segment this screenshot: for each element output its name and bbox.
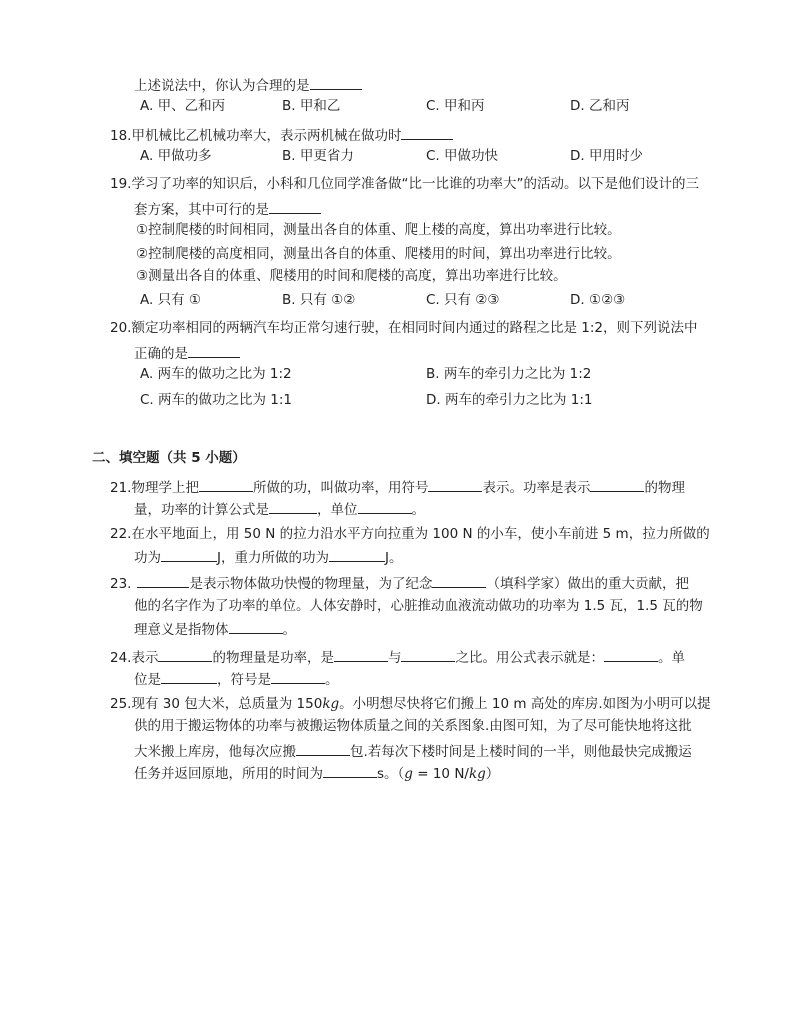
question-text: 之比。用公式表示就是： (455, 650, 604, 666)
option-a: A. 两车的做功之比为 1:2 (140, 366, 292, 382)
unit-kg: kg (322, 696, 340, 712)
question-23 (110, 572, 689, 592)
answer-blank[interactable] (161, 668, 217, 684)
prev-question-text: 上述说法中，你认为合理的是 (134, 78, 310, 94)
answer-blank[interactable] (590, 476, 644, 492)
answer-blank[interactable] (401, 646, 455, 662)
question-text: ） (485, 766, 500, 782)
question-text: 表示。功率是表示 (482, 480, 591, 496)
plan-2: ②控制爬楼的高度相同，测量出各自的体重、爬楼用的时间，算出功率进行比较。 (136, 246, 621, 262)
question-24 (110, 646, 685, 666)
question-21-line2 (134, 498, 425, 518)
plan-3: ③测量出各自的体重、爬楼用的时间和爬楼的高度，算出功率进行比较。 (136, 268, 567, 284)
answer-blank[interactable] (604, 646, 658, 662)
question-text: 物理学上把 (131, 480, 199, 496)
symbol-g: g (404, 766, 413, 782)
question-text: 与 (387, 650, 402, 666)
question-text: ，单位 (317, 502, 358, 518)
question-text: 量，功率的计算公式是 (134, 502, 269, 518)
question-text: 正确的是 (134, 346, 188, 362)
question-23-line2: 他的名字作为了功率的单位。人体安静时，心脏推动血液流动做功的功率为 1.5 瓦，1.5 瓦的物 (134, 598, 703, 614)
question-text: 是表示物体做功快慢的物理量，为了纪念 (189, 576, 433, 592)
option-a: A. 甲、乙和丙 (140, 98, 226, 114)
option-d: D. 乙和丙 (570, 98, 630, 114)
section-heading: 二、填空题（共 5 小题） (92, 450, 246, 466)
question-25 (110, 694, 711, 714)
answer-blank[interactable] (310, 74, 362, 90)
question-22 (110, 524, 710, 544)
option-b: B. 两车的牵引力之比为 1:2 (426, 366, 592, 382)
question-text: 表示 (131, 650, 159, 666)
option-b: B. 甲更省力 (282, 148, 354, 164)
question-text: J。 (384, 550, 403, 566)
question-number: 25. (110, 696, 132, 712)
question-text: 任务并返回原地，所用的时间为 (134, 766, 323, 782)
option-c: C. 甲做功快 (426, 148, 499, 164)
question-24-line2 (134, 668, 339, 688)
question-text: 位是 (134, 672, 161, 688)
option-d: D. ①②③ (570, 292, 626, 308)
question-number: 24. (110, 650, 132, 666)
answer-blank[interactable] (271, 668, 325, 684)
answer-blank[interactable] (401, 124, 453, 140)
question-number: 18. (110, 128, 132, 144)
question-text: 所做的功，叫做功率，用符号 (252, 480, 429, 496)
question-text: s。（ (377, 766, 405, 782)
question-text: 的物理 (644, 480, 685, 496)
unit-kg: kg (468, 766, 486, 782)
question-text: J，重力所做的功为 (217, 550, 329, 566)
answer-blank[interactable] (188, 342, 240, 358)
question-number: 20. (110, 320, 132, 336)
question-text: 理意义是指物体 (134, 622, 229, 638)
answer-blank[interactable] (161, 546, 217, 562)
question-text: 包.若每次下楼时间是上楼时间的一半，则他最快完成搬运 (350, 744, 692, 760)
answer-blank[interactable] (269, 498, 317, 514)
answer-blank[interactable] (158, 646, 212, 662)
question-21 (110, 476, 685, 496)
option-c: C. 两车的做功之比为 1:1 (140, 392, 293, 408)
question-text: 现有 30 包大米，总质量为 150 (131, 696, 323, 712)
question-text: 在水平地面上，用 50 N 的拉力沿水平方向拉重为 100 N 的小车，使小车前进 5 m，拉力所做的 (131, 526, 710, 542)
option-d: D. 两车的牵引力之比为 1:1 (426, 392, 593, 408)
option-b: B. 甲和乙 (282, 98, 341, 114)
question-25-line2: 供的用于搬运物体的功率与被搬运物体质量之间的关系图象.由图可知，为了尽可能快地将这批 (134, 718, 692, 734)
question-text: = 10 N/ (412, 766, 469, 782)
answer-blank[interactable] (358, 498, 412, 514)
question-text: 功为 (134, 550, 161, 566)
question-text: 的物理量是功率，是 (212, 650, 334, 666)
answer-blank[interactable] (137, 572, 189, 588)
answer-blank[interactable] (269, 198, 321, 214)
question-text: 。 (282, 622, 296, 638)
answer-blank[interactable] (329, 546, 385, 562)
question-text: 套方案，其中可行的是 (134, 202, 269, 218)
question-20 (110, 318, 698, 338)
answer-blank[interactable] (229, 618, 283, 634)
question-19 (110, 174, 699, 194)
question-23-line3 (134, 618, 296, 638)
option-b: B. 只有 ①② (282, 292, 356, 308)
question-number: 23. (110, 576, 132, 592)
answer-blank[interactable] (199, 476, 253, 492)
answer-blank[interactable] (296, 740, 350, 756)
answer-blank[interactable] (432, 572, 486, 588)
question-text: 大米搬上库房，他每次应搬 (134, 744, 296, 760)
answer-blank[interactable] (428, 476, 482, 492)
question-text: 。单 (657, 650, 685, 666)
question-18 (110, 124, 453, 144)
question-text: ，符号是 (217, 672, 271, 688)
question-25-line4 (134, 762, 499, 782)
question-number: 19. (110, 176, 132, 192)
question-text: 。 (411, 502, 425, 518)
question-22-line2 (134, 546, 402, 566)
option-c: C. 只有 ②③ (426, 292, 500, 308)
prev-question-line (134, 74, 362, 94)
question-text: 额定功率相同的两辆汽车均正常匀速行驶，在相同时间内通过的路程之比是 1:2，则下列说法中 (131, 320, 698, 336)
question-text: 甲机械比乙机械功率大，表示两机械在做功时 (131, 128, 402, 144)
question-text: 学习了功率的知识后，小科和几位同学准备做“比一比谁的功率大”的活动。以下是他们设计的三 (131, 176, 699, 192)
question-20-line2 (134, 342, 240, 362)
question-19-line2 (134, 198, 321, 218)
option-a: A. 只有 ① (140, 292, 201, 308)
option-a: A. 甲做功多 (140, 148, 212, 164)
question-text: （填科学家）做出的重大贡献，把 (486, 576, 689, 592)
question-text: 。 (325, 672, 339, 688)
plan-1: ①控制爬楼的时间相同，测量出各自的体重、爬上楼的高度，算出功率进行比较。 (136, 222, 621, 238)
question-25-line3 (134, 740, 692, 760)
question-text: 。小明想尽快将它们搬上 10 m 高处的库房.如图为小明可以提 (339, 696, 711, 712)
answer-blank[interactable] (323, 762, 377, 778)
answer-blank[interactable] (334, 646, 388, 662)
option-d: D. 甲用时少 (570, 148, 643, 164)
option-c: C. 甲和丙 (426, 98, 485, 114)
question-number: 22. (110, 526, 132, 542)
question-number: 21. (110, 480, 132, 496)
